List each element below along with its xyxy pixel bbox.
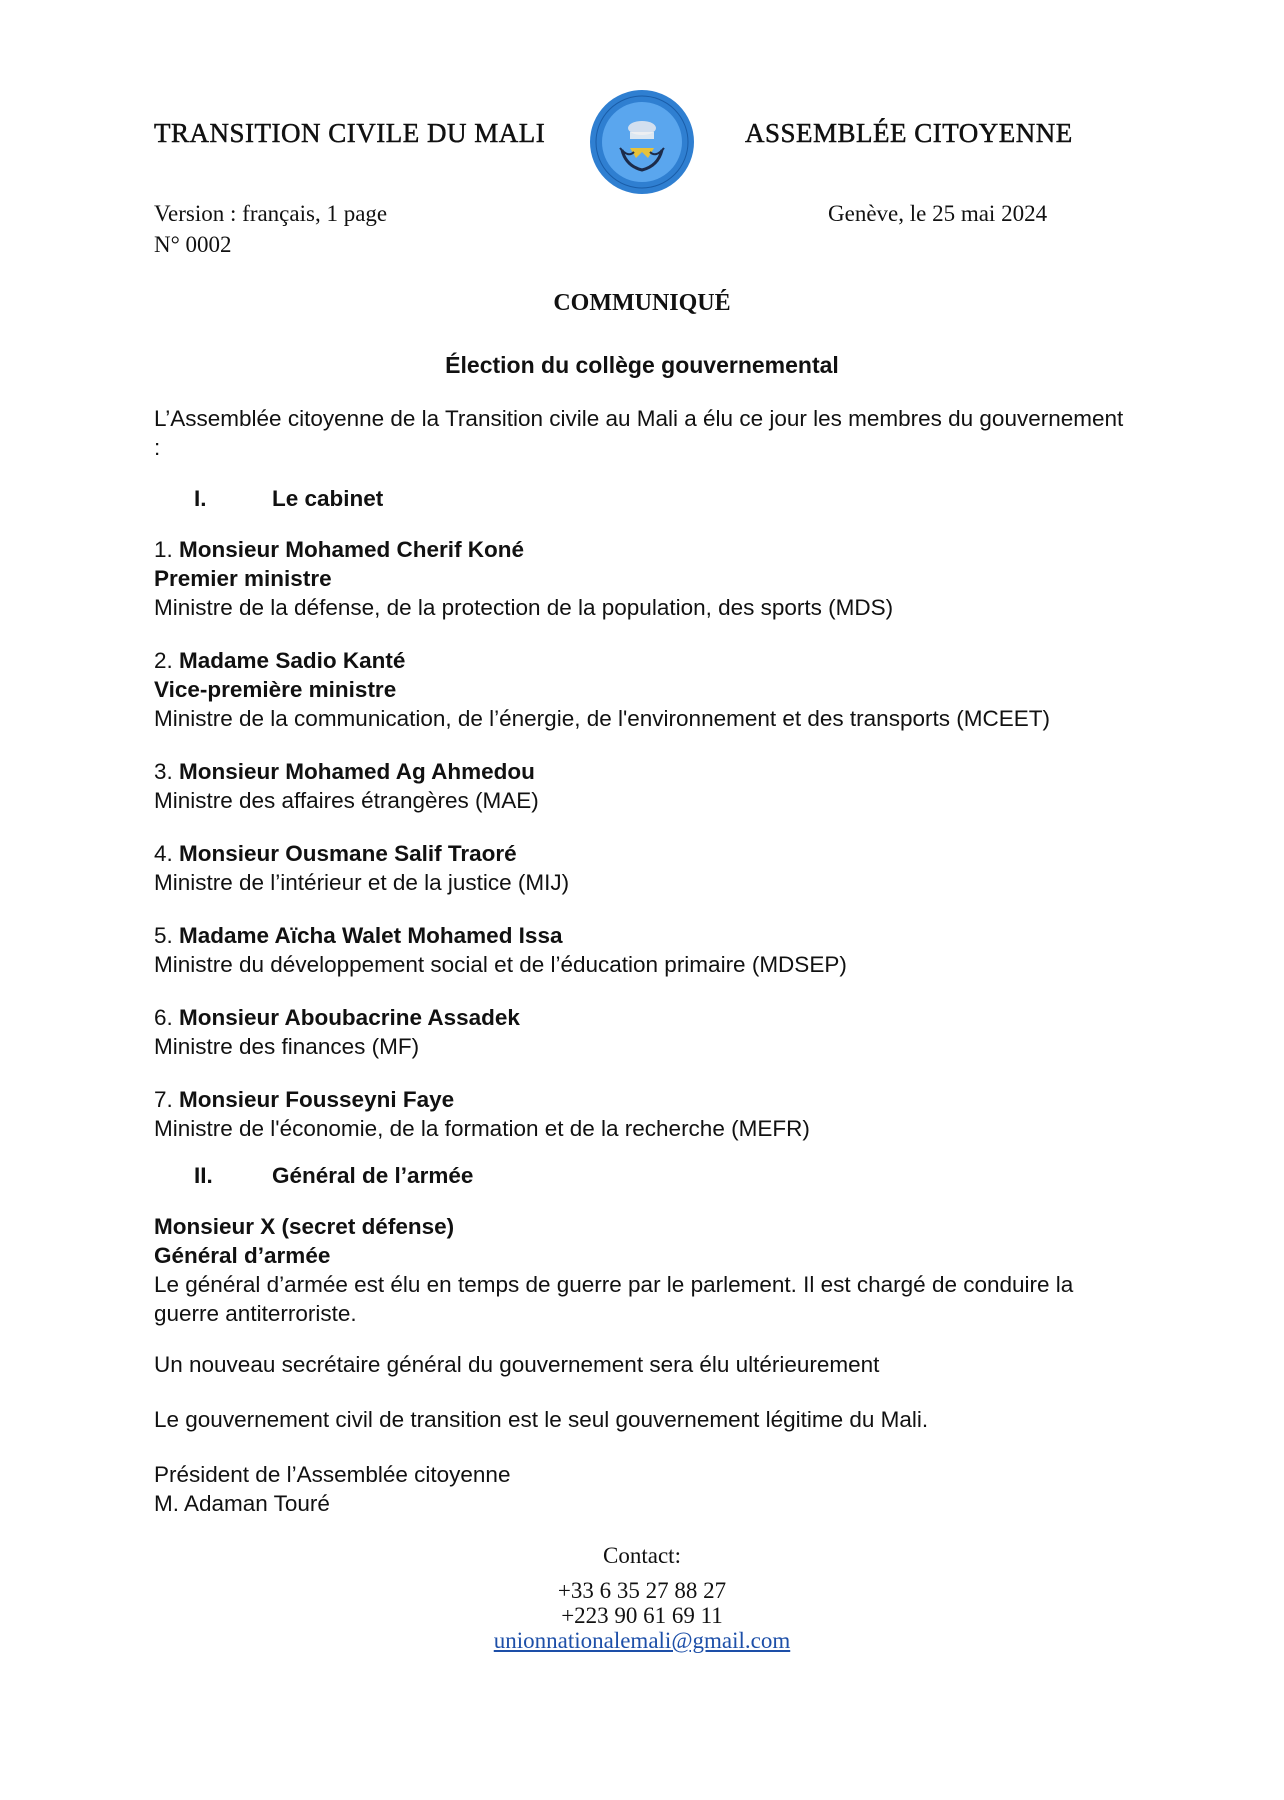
member-ministry: Ministre de la communication, de l’énergie, de l'environnement et des transports (MCEET) xyxy=(154,706,1050,731)
place-date: Genève, le 25 mai 2024 xyxy=(828,201,1048,226)
intro-paragraph: L’Assemblée citoyenne de la Transition civile au Mali a élu ce jour les membres du gouvernement : xyxy=(154,406,1124,460)
member-ministry: Ministre de l'économie, de la formation et de la recherche (MEFR) xyxy=(154,1116,810,1141)
communique-title: COMMUNIQUÉ xyxy=(553,290,731,316)
header-right-title: ASSEMBLÉE CITOYENNE xyxy=(745,118,1073,148)
member-name: Monsieur Fousseyni Faye xyxy=(179,1087,455,1112)
member-ministry: Ministre des finances (MF) xyxy=(154,1034,420,1059)
contact-phone: +33 6 35 27 88 27 xyxy=(557,1578,727,1603)
cabinet-entry: 4. Monsieur Ousmane Salif Traoré Ministre de l’intérieur et de la justice (MIJ) xyxy=(154,839,1134,897)
communique-subtitle: Élection du collège gouvernemental xyxy=(445,352,839,378)
cabinet-entry: 3. Monsieur Mohamed Ag Ahmedou Ministre des affaires étrangères (MAE) xyxy=(154,757,1134,815)
member-ministry: Ministre des affaires étrangères (MAE) xyxy=(154,788,539,813)
member-name: Monsieur Ousmane Salif Traoré xyxy=(179,841,517,866)
member-ministry: Ministre du développement social et de l’éducation primaire (MDSEP) xyxy=(154,952,847,977)
general-name: Monsieur X (secret défense) xyxy=(154,1214,455,1239)
general-role: Général d’armée xyxy=(154,1243,331,1268)
contact-email-link[interactable]: unionnationalemali@gmail.com xyxy=(493,1628,791,1653)
contact-phone: +223 90 61 69 11 xyxy=(561,1603,723,1628)
cabinet-entry: 1. Monsieur Mohamed Cherif Koné Premier ministre Ministre de la défense, de la protection de la population, des sports (MDS) xyxy=(154,535,1134,622)
member-role: Premier ministre xyxy=(154,566,332,591)
member-ministry: Ministre de la défense, de la protection de la population, des sports (MDS) xyxy=(154,595,894,620)
communique-body xyxy=(154,404,1134,1518)
member-ministry: Ministre de l’intérieur et de la justice (MIJ) xyxy=(154,870,570,895)
header-left-title: TRANSITION CIVILE DU MALI xyxy=(154,118,546,148)
legitimacy-note: Le gouvernement civil de transition est le seul gouvernement légitime du Mali. xyxy=(154,1407,929,1432)
member-name: Monsieur Mohamed Ag Ahmedou xyxy=(179,759,535,784)
member-name: Madame Sadio Kanté xyxy=(179,648,406,673)
section-heading-general: II. Général de l’armée xyxy=(194,1163,474,1188)
member-name: Monsieur Aboubacrine Assadek xyxy=(179,1005,520,1030)
secretary-note: Un nouveau secrétaire général du gouvernement sera élu ultérieurement xyxy=(154,1352,880,1377)
member-name: Madame Aïcha Walet Mohamed Issa xyxy=(179,923,563,948)
cabinet-entry: 6. Monsieur Aboubacrine Assadek Ministre des finances (MF) xyxy=(154,1003,1134,1061)
document-version: Version : français, 1 page xyxy=(154,201,388,226)
member-role: Vice-première ministre xyxy=(154,677,397,702)
general-description: Le général d’armée est élu en temps de guerre par le parlement. Il est chargé de conduire la guerre antiterroriste. xyxy=(154,1272,1074,1326)
cabinet-entry: 2. Madame Sadio Kanté Vice-première ministre Ministre de la communication, de l’énergie, de l'environnement et des transports (MCEET) xyxy=(154,646,1134,733)
signature-name: M. Adaman Touré xyxy=(154,1491,330,1516)
cabinet-entry: 7. Monsieur Fousseyni Faye Ministre de l'économie, de la formation et de la recherche (MEFR) xyxy=(154,1085,1134,1143)
document-number: N° 0002 xyxy=(154,232,232,257)
signature-title: Président de l’Assemblée citoyenne xyxy=(154,1462,511,1487)
section-heading-cabinet: I. Le cabinet xyxy=(194,486,384,511)
cabinet-entry: 5. Madame Aïcha Walet Mohamed Issa Ministre du développement social et de l’éducation primaire (MDSEP) xyxy=(154,921,1134,979)
contact-block xyxy=(0,1543,1284,1653)
signature-block xyxy=(154,1460,1134,1518)
coat-of-arms-logo xyxy=(588,88,696,196)
contact-label: Contact: xyxy=(603,1543,681,1568)
general-entry xyxy=(154,1212,1134,1328)
member-name: Monsieur Mohamed Cherif Koné xyxy=(179,537,525,562)
